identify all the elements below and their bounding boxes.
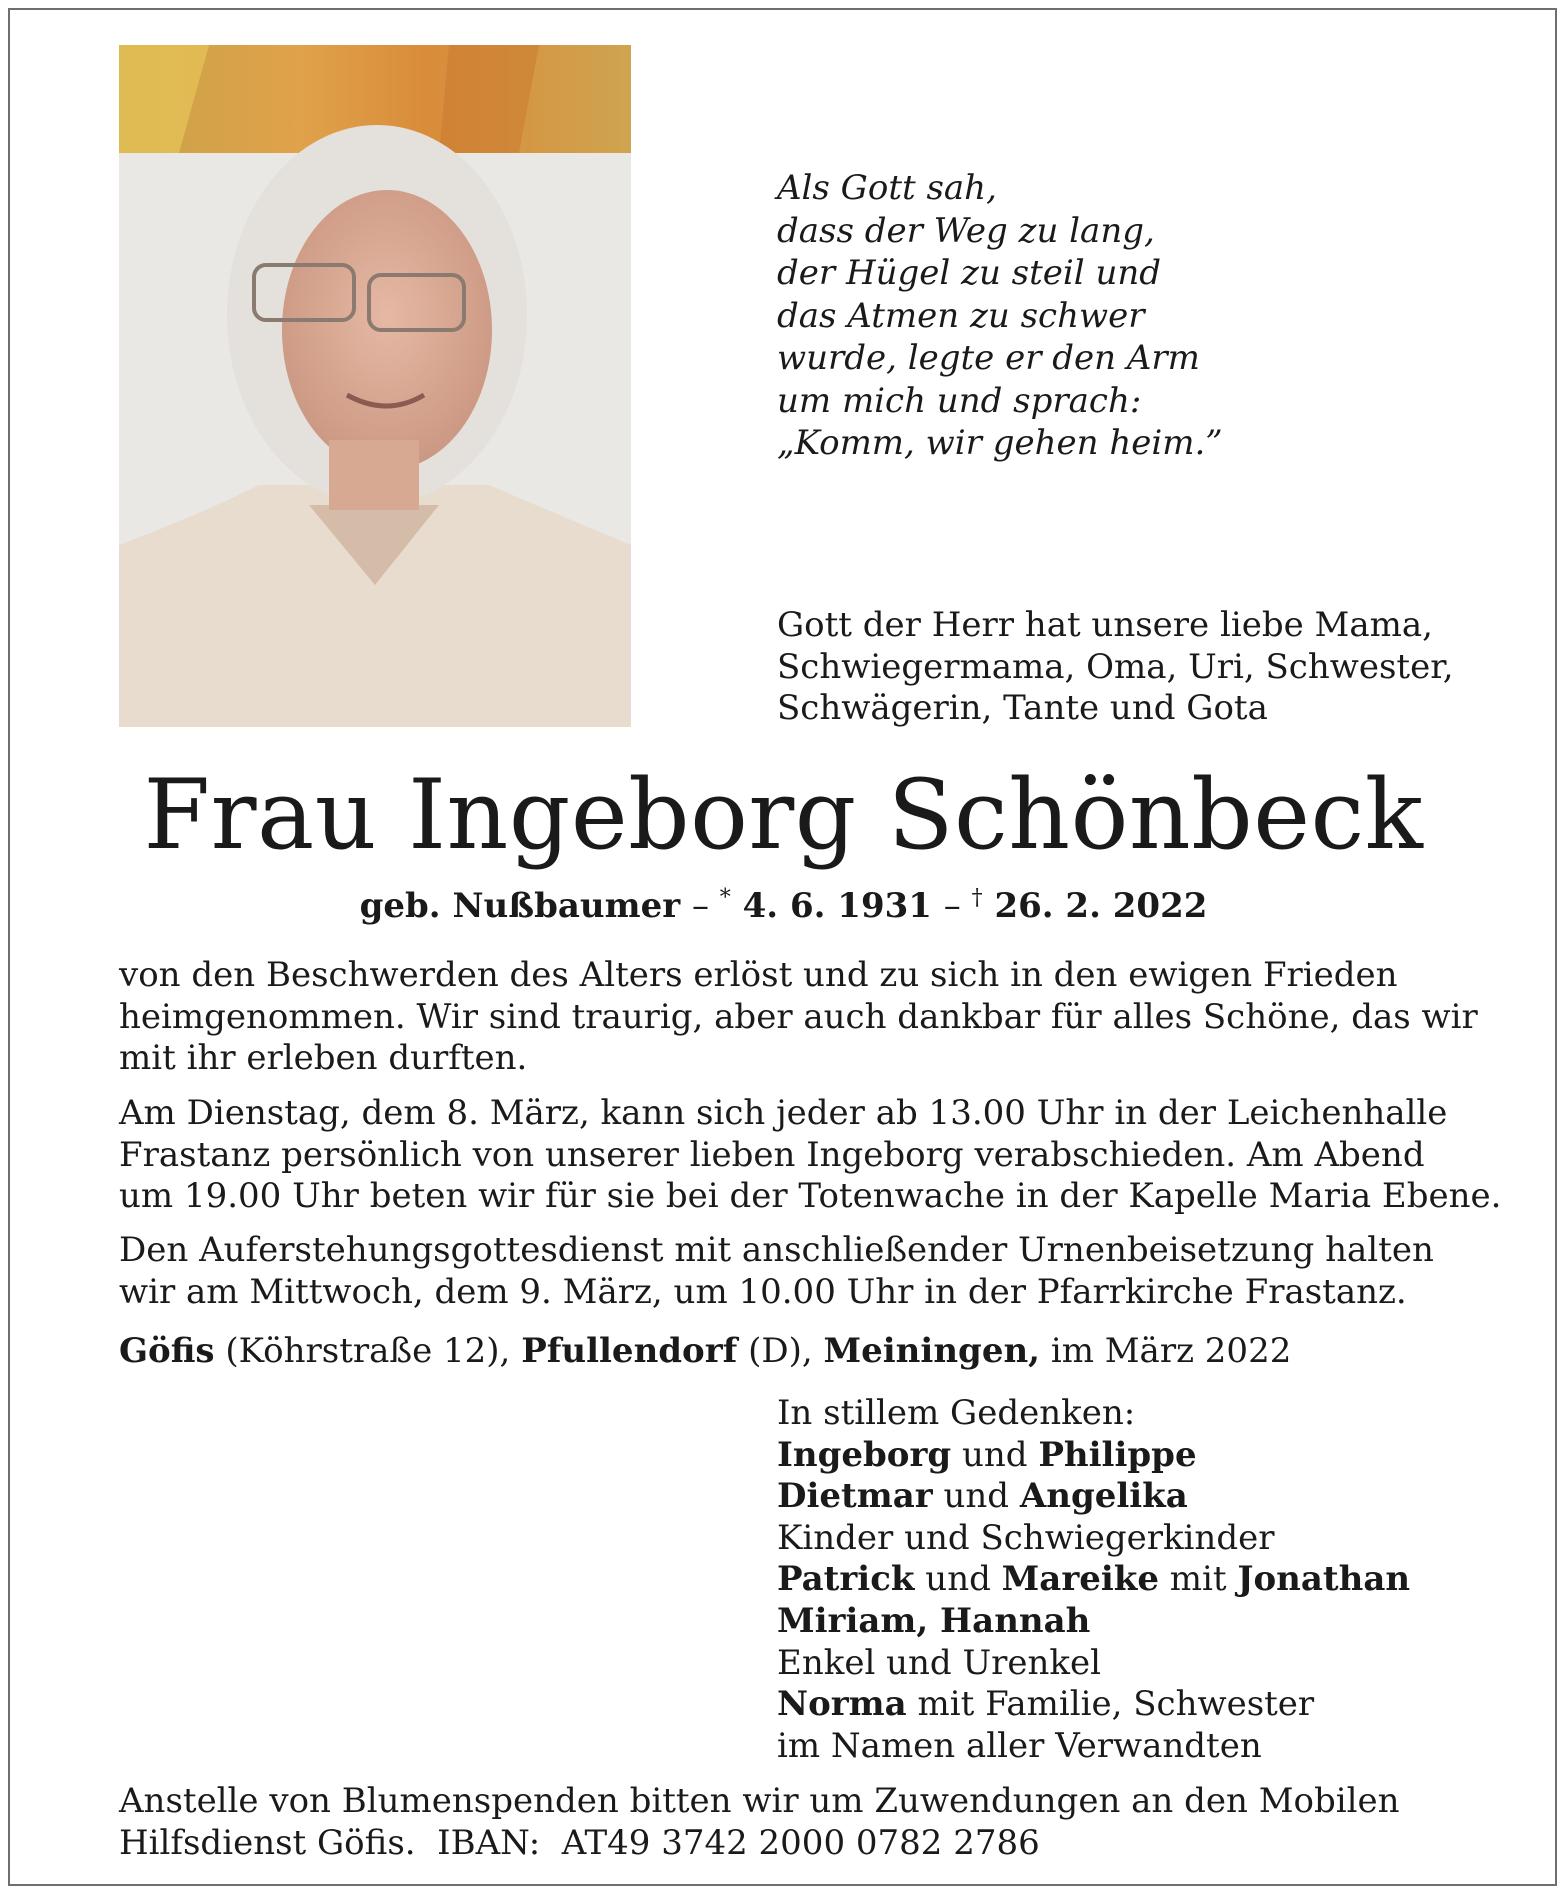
conjunction: und: [932, 1476, 1020, 1517]
poem-line: wurde, legte er den Arm: [777, 338, 1200, 378]
donation-line: Hilfsdienst Göfis. IBAN: AT49 3742 2000 0782 2786: [119, 1822, 1040, 1863]
dash: –: [943, 886, 961, 926]
place-name: Meiningen,: [823, 1331, 1041, 1371]
intro-line: Schwiegermama, Oma, Uri, Schwester,: [777, 646, 1454, 687]
poem-line: „Komm, wir gehen heim.”: [777, 423, 1223, 463]
maiden-name: geb. Nußbaumer: [359, 886, 681, 926]
mourner-name: Norma: [777, 1684, 907, 1725]
birth-symbol: *: [719, 885, 731, 911]
mourner-name: Philippe: [1038, 1434, 1197, 1475]
mourner-relation: mit Familie, Schwester: [906, 1684, 1315, 1725]
announcement-intro: [777, 605, 1497, 730]
portrait-photo: [119, 45, 631, 727]
mourner-line: [777, 1601, 1537, 1643]
paragraph-farewell: [119, 1093, 1502, 1218]
poem-line: der Hügel zu steil und: [777, 253, 1162, 293]
intro-line: Gott der Herr hat unsere liebe Mama,: [777, 605, 1433, 645]
mourner-relation: im Namen aller Verwandten: [777, 1725, 1262, 1766]
death-date: 26. 2. 2022: [994, 886, 1208, 926]
paragraph-line: Am Dienstag, dem 8. März, kann sich jeder ab 13.00 Uhr in der Leichenhalle: [119, 1093, 1448, 1133]
mourner-name: Angelika: [1019, 1476, 1188, 1517]
paragraph-line: um 19.00 Uhr beten wir für sie bei der Totenwache in der Kapelle Maria Ebene.: [119, 1176, 1502, 1216]
poem-line: das Atmen zu schwer: [777, 295, 1145, 336]
conjunction: mit: [1159, 1559, 1238, 1600]
poem-line: um mich und sprach:: [777, 380, 1142, 421]
poem-line: Als Gott sah,: [777, 168, 997, 208]
paragraph-line: von den Beschwerden des Alters erlöst und zu sich in den ewigen Frieden: [119, 955, 1398, 995]
conjunction: und: [914, 1559, 1002, 1600]
birth-date: 4. 6. 1931: [742, 886, 932, 926]
place-detail: (D),: [737, 1331, 824, 1371]
paragraph-line: wir am Mittwoch, dem 9. März, um 10.00 Uhr in der Pfarrkirche Frastanz.: [119, 1271, 1407, 1312]
paragraph-service: [119, 1230, 1449, 1313]
poem-line: dass der Weg zu lang,: [777, 210, 1155, 251]
place-detail: (Köhrstraße 12),: [214, 1331, 522, 1371]
mourner-line: [777, 1559, 1537, 1601]
paragraph-line: Frastanz persönlich von unserer lieben Ingeborg verabschieden. Am Abend: [119, 1134, 1425, 1175]
mourner-line: [777, 1476, 1537, 1518]
paragraph-line: mit ihr erleben durften.: [119, 1038, 528, 1078]
death-symbol: †: [971, 885, 983, 911]
places-and-date: [119, 1329, 1291, 1373]
donation-request: [119, 1781, 1449, 1864]
memorial-poem: [777, 167, 1397, 465]
mourner-name: Dietmar: [777, 1476, 933, 1517]
mourners-heading: In stillem Gedenken:: [777, 1393, 1136, 1433]
mourner-line: [777, 1684, 1537, 1726]
paragraph-line: heimgenommen. Wir sind traurig, aber auch dankbar für alles Schöne, das wir: [119, 996, 1478, 1037]
conjunction: und: [951, 1434, 1039, 1475]
mourner-name: Mareike: [1001, 1559, 1159, 1600]
dash: –: [691, 886, 709, 926]
mourner-name: Ingeborg: [777, 1434, 952, 1475]
mourner-name: Miriam, Hannah: [777, 1600, 1091, 1641]
mourners-list: [777, 1393, 1537, 1767]
place-name: Pfullendorf: [521, 1331, 738, 1371]
paragraph-line: Den Auferstehungsgottesdienst mit anschließender Urnenbeisetzung halten: [119, 1230, 1434, 1270]
place-name: Göfis: [119, 1331, 215, 1371]
life-dates: [0, 884, 1567, 928]
intro-line: Schwägerin, Tante und Gota: [777, 688, 1268, 728]
notice-date: im März 2022: [1040, 1331, 1292, 1371]
mourner-name: Patrick: [777, 1559, 915, 1600]
mourner-line: [777, 1435, 1537, 1477]
mourner-relation: Kinder und Schwiegerkinder: [777, 1517, 1275, 1558]
mourner-relation: Enkel und Urenkel: [777, 1642, 1102, 1683]
mourner-name: Jonathan: [1237, 1559, 1411, 1600]
deceased-name: Frau Ingeborg Schönbeck: [143, 759, 1424, 871]
paragraph-relief: [119, 955, 1478, 1080]
donation-line: Anstelle von Blumenspenden bitten wir um Zuwendungen an den Mobilen: [119, 1781, 1400, 1821]
